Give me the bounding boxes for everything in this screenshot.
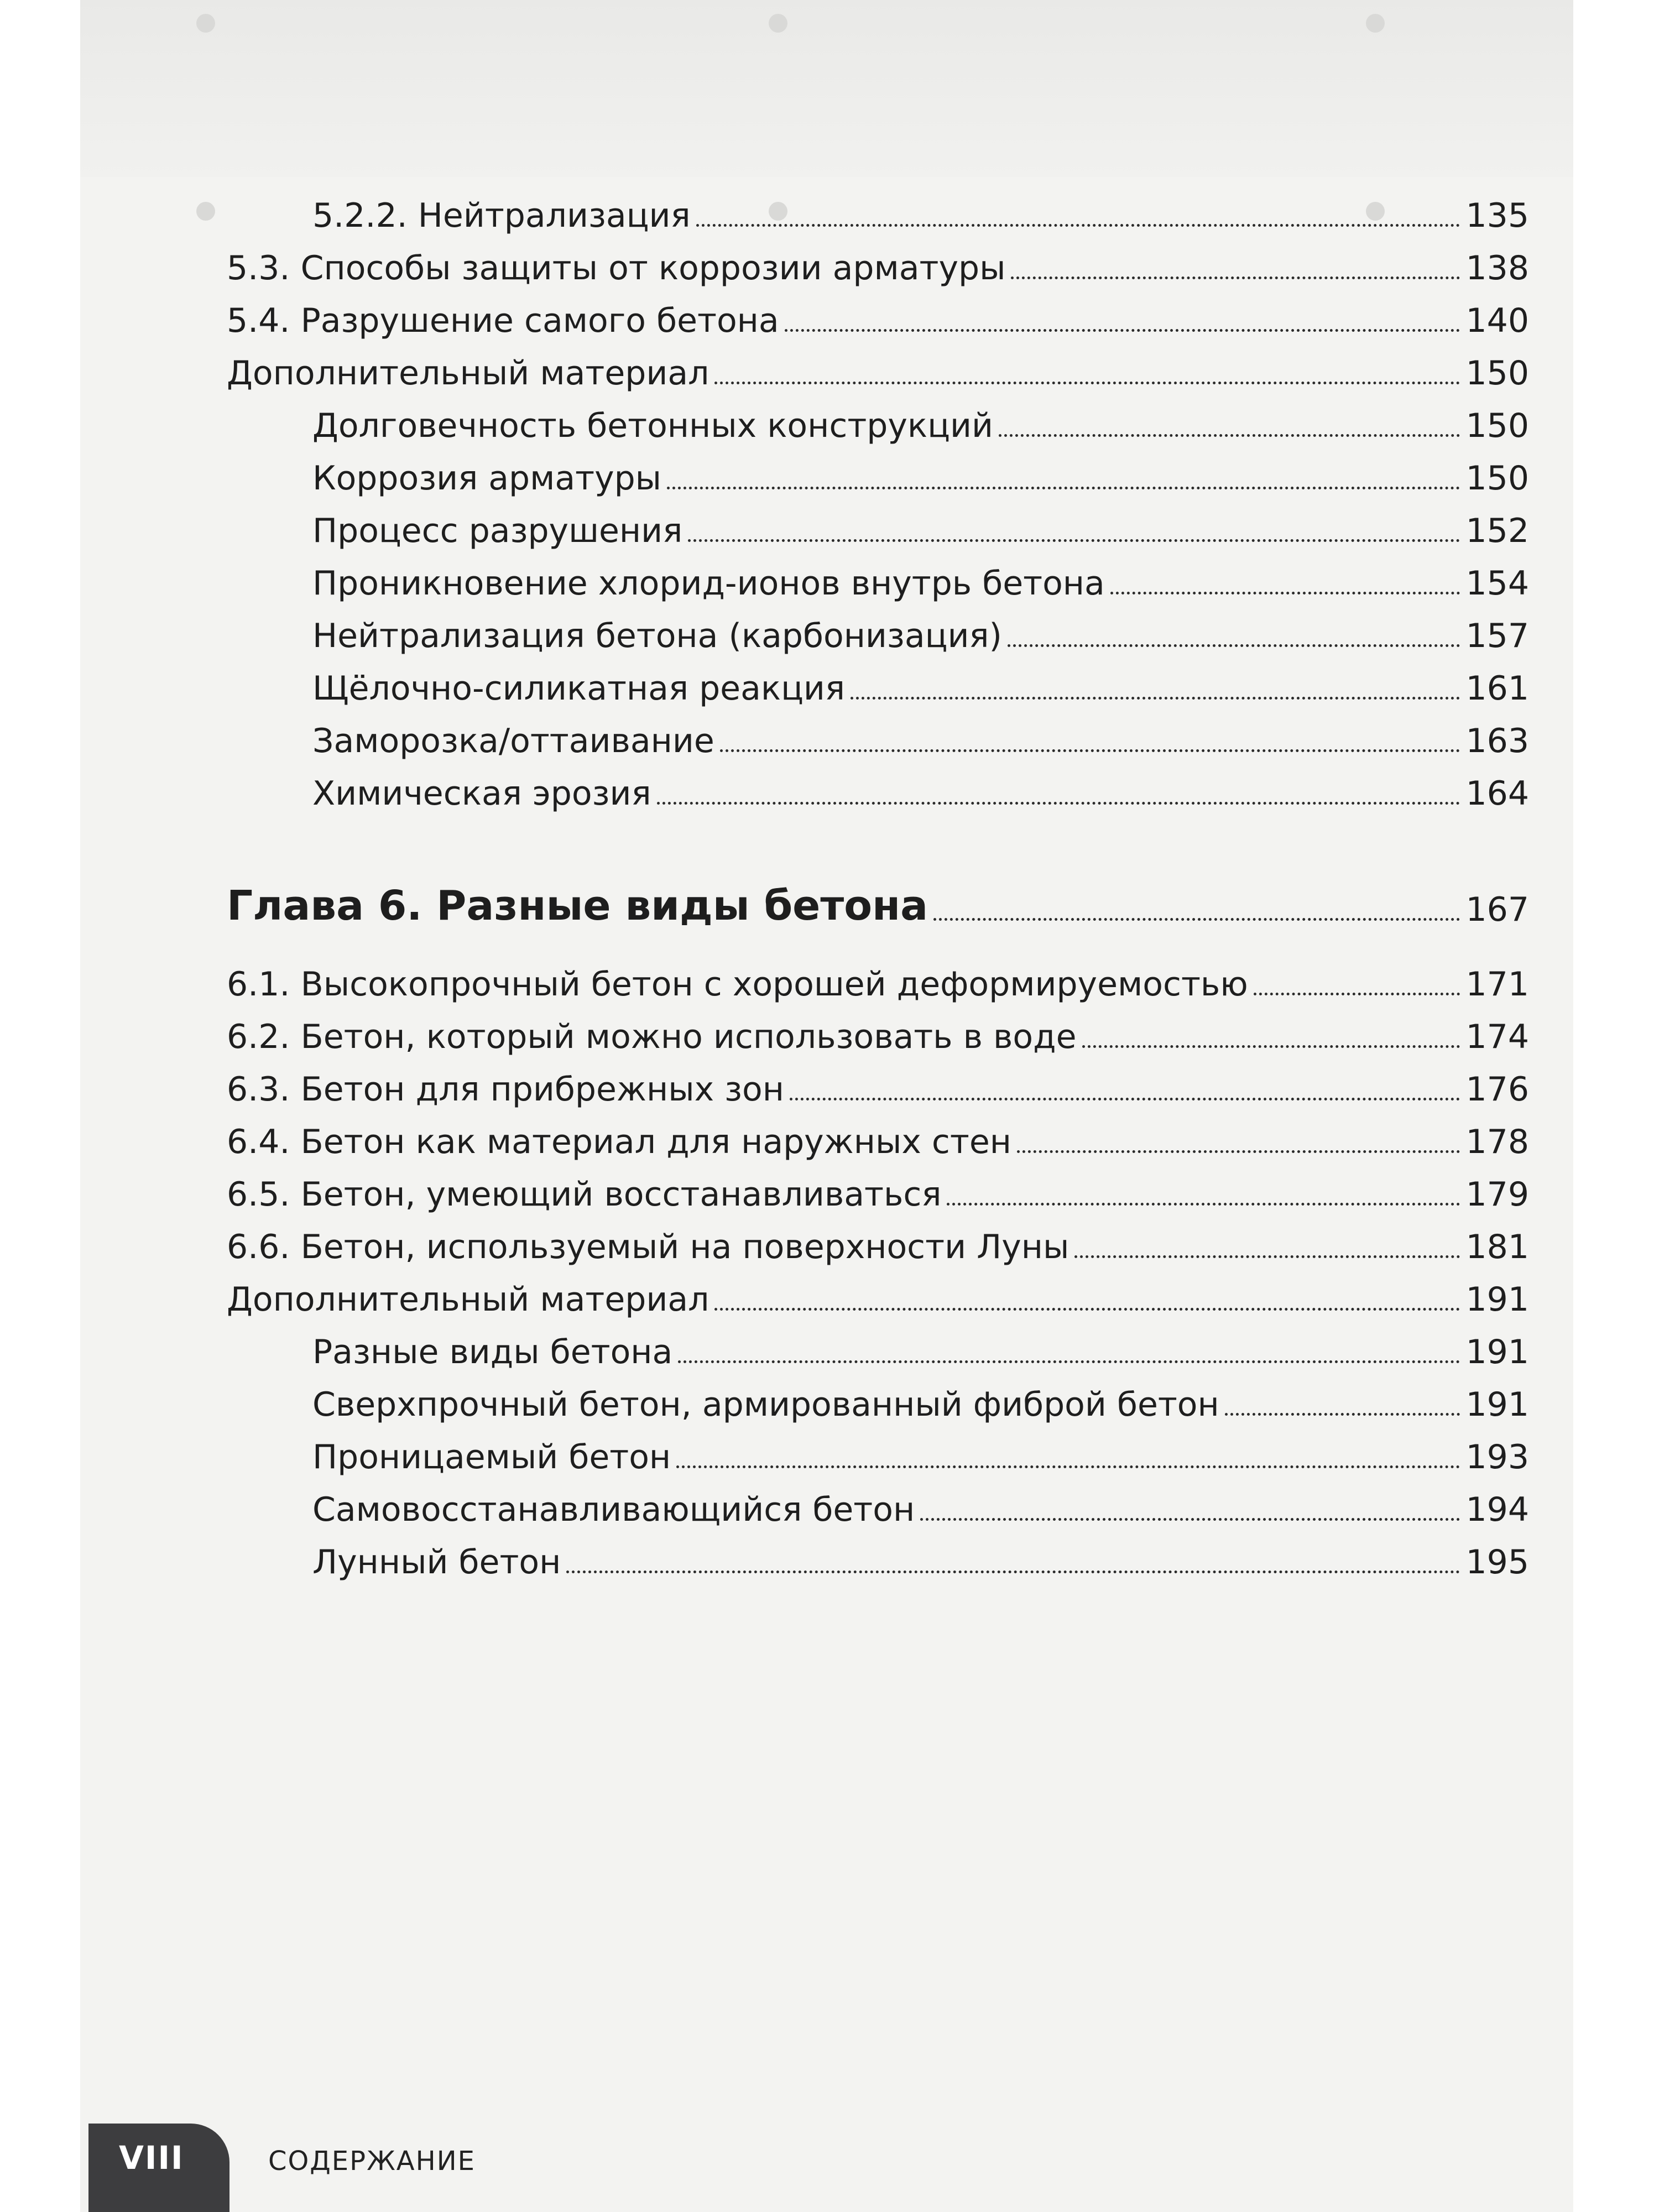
toc-entry (227, 390, 1529, 445)
toc-entry (227, 1369, 1529, 1424)
toc-entry (227, 758, 1529, 813)
toc-entry-page: 154 (1465, 564, 1529, 603)
dot-leader (1011, 276, 1460, 279)
toc-entry (227, 600, 1529, 653)
toc-entry-page: 138 (1465, 249, 1529, 288)
dot-leader (920, 1518, 1460, 1521)
toc-entry-title: Самовосстанавливающийся бетон (312, 1490, 915, 1529)
dot-leader (566, 1571, 1460, 1573)
toc-entry-page: 161 (1465, 669, 1529, 708)
toc-entry (227, 948, 1529, 1004)
dot-leader (851, 697, 1460, 700)
dot-leader (785, 329, 1460, 332)
toc-entry-title: Лунный бетон (312, 1543, 561, 1582)
dot-leader (678, 1360, 1460, 1363)
toc-entry (227, 1159, 1529, 1214)
toc-entry (227, 1421, 1529, 1477)
toc-entry-title: 5.2.2. Нейтрализация (312, 196, 691, 235)
running-footer-label: СОДЕРЖАНИЕ (268, 2146, 476, 2177)
dot-leader (1008, 644, 1460, 647)
toc-entry-title: 5.4. Разрушение самого бетона (227, 301, 779, 340)
toc-entry-page: 150 (1465, 354, 1529, 393)
toc-entry-title: Щёлочно-силикатная реакция (312, 669, 846, 708)
toc-entry-page: 195 (1465, 1543, 1529, 1582)
table-of-contents (227, 180, 1529, 1582)
dot-leader (676, 1465, 1460, 1468)
toc-entry-page: 164 (1465, 774, 1529, 813)
toc-entry-page: 194 (1465, 1490, 1529, 1529)
toc-entry (227, 705, 1529, 758)
dot-leader (714, 1308, 1460, 1311)
dot-leader (720, 749, 1460, 752)
toc-entry-page: 174 (1465, 1018, 1529, 1056)
toc-chapter-heading (227, 849, 1529, 930)
toc-entry-title: 6.6. Бетон, используемый на поверхности Луны (227, 1228, 1070, 1266)
toc-entry-title: Заморозка/оттаивание (312, 722, 714, 760)
toc-entry-page: 167 (1465, 890, 1529, 929)
toc-entry-page: 150 (1465, 459, 1529, 498)
toc-entry-title: Проницаемый бетон (312, 1438, 671, 1477)
toc-entry (227, 337, 1529, 393)
toc-entry (227, 1264, 1529, 1319)
toc-entry-title: 6.4. Бетон как материал для наружных стен (227, 1123, 1011, 1161)
toc-entry (227, 1001, 1529, 1056)
toc-entry-title: 6.1. Высокопрочный бетон с хорошей деформируемостью (227, 965, 1248, 1004)
dot-leader (714, 382, 1460, 384)
toc-entry-title: Дополнительный материал (227, 354, 709, 393)
dot-leader (1074, 1255, 1460, 1258)
toc-entry-title: Химическая эрозия (312, 774, 651, 813)
toc-entry-title: Нейтрализация бетона (карбонизация) (312, 617, 1002, 655)
punch-hole (1366, 14, 1385, 33)
dot-leader (1110, 592, 1460, 594)
toc-entry (227, 1211, 1529, 1264)
dot-leader (657, 802, 1460, 805)
page-number: VIII (119, 2139, 184, 2177)
toc-entry (227, 495, 1529, 550)
dot-leader (1254, 993, 1460, 995)
toc-entry (227, 1526, 1529, 1582)
toc-entry-title: 6.2. Бетон, который можно использовать в воде (227, 1018, 1077, 1056)
toc-entry (227, 547, 1529, 603)
dot-leader (696, 224, 1460, 227)
toc-entry-title: 6.3. Бетон для прибрежных зон (227, 1070, 784, 1109)
toc-entry (227, 1474, 1529, 1529)
punch-hole (769, 14, 787, 33)
toc-entry-page: 193 (1465, 1438, 1529, 1477)
toc-entry-page: 191 (1465, 1385, 1529, 1424)
dot-leader (999, 434, 1460, 437)
toc-entry (227, 1106, 1529, 1159)
toc-entry-page: 152 (1465, 512, 1529, 550)
toc-entry (227, 442, 1529, 498)
toc-entry (227, 1053, 1529, 1109)
dot-leader (1017, 1150, 1460, 1153)
toc-entry-page: 157 (1465, 617, 1529, 655)
toc-entry-page: 171 (1465, 965, 1529, 1004)
toc-entry (227, 1316, 1529, 1369)
toc-entry-title: Разные виды бетона (312, 1333, 673, 1371)
toc-entry-title: Коррозия арматуры (312, 459, 662, 498)
toc-entry-page: 176 (1465, 1070, 1529, 1109)
toc-entry-page: 150 (1465, 406, 1529, 445)
toc-entry-page: 181 (1465, 1228, 1529, 1266)
dot-leader (933, 918, 1460, 921)
toc-entry-title: Глава 6. Разные виды бетона (227, 882, 928, 930)
toc-entry-page: 191 (1465, 1333, 1529, 1371)
scan-top-band (80, 0, 1573, 177)
dot-leader (667, 487, 1460, 489)
dot-leader (1225, 1413, 1460, 1416)
toc-entry-page: 140 (1465, 301, 1529, 340)
toc-entry-page: 163 (1465, 722, 1529, 760)
dot-leader (947, 1203, 1460, 1206)
dot-leader (1082, 1045, 1460, 1048)
toc-entry-page: 135 (1465, 196, 1529, 235)
toc-entry-title: Долговечность бетонных конструкций (312, 406, 993, 445)
dot-leader (688, 539, 1460, 542)
toc-entry-title: 5.3. Способы защиты от коррозии арматуры (227, 249, 1006, 288)
toc-entry (227, 653, 1529, 708)
toc-entry-title: Сверхпрочный бетон, армированный фиброй бетон (312, 1385, 1219, 1424)
punch-hole (196, 202, 215, 221)
toc-entry-page: 179 (1465, 1175, 1529, 1214)
toc-entry-title: Процесс разрушения (312, 512, 683, 550)
toc-entry-page: 178 (1465, 1123, 1529, 1161)
toc-entry-title: 6.5. Бетон, умеющий восстанавливаться (227, 1175, 942, 1214)
toc-entry-page: 191 (1465, 1280, 1529, 1319)
page-number-tab (88, 2124, 229, 2212)
toc-entry (227, 180, 1529, 235)
toc-entry-title: Проникновение хлорид-ионов внутрь бетона (312, 564, 1105, 603)
toc-entry (227, 285, 1529, 340)
toc-entry-title: Дополнительный материал (227, 1280, 709, 1319)
toc-entry (227, 232, 1529, 288)
dot-leader (790, 1098, 1460, 1100)
punch-hole (196, 14, 215, 33)
